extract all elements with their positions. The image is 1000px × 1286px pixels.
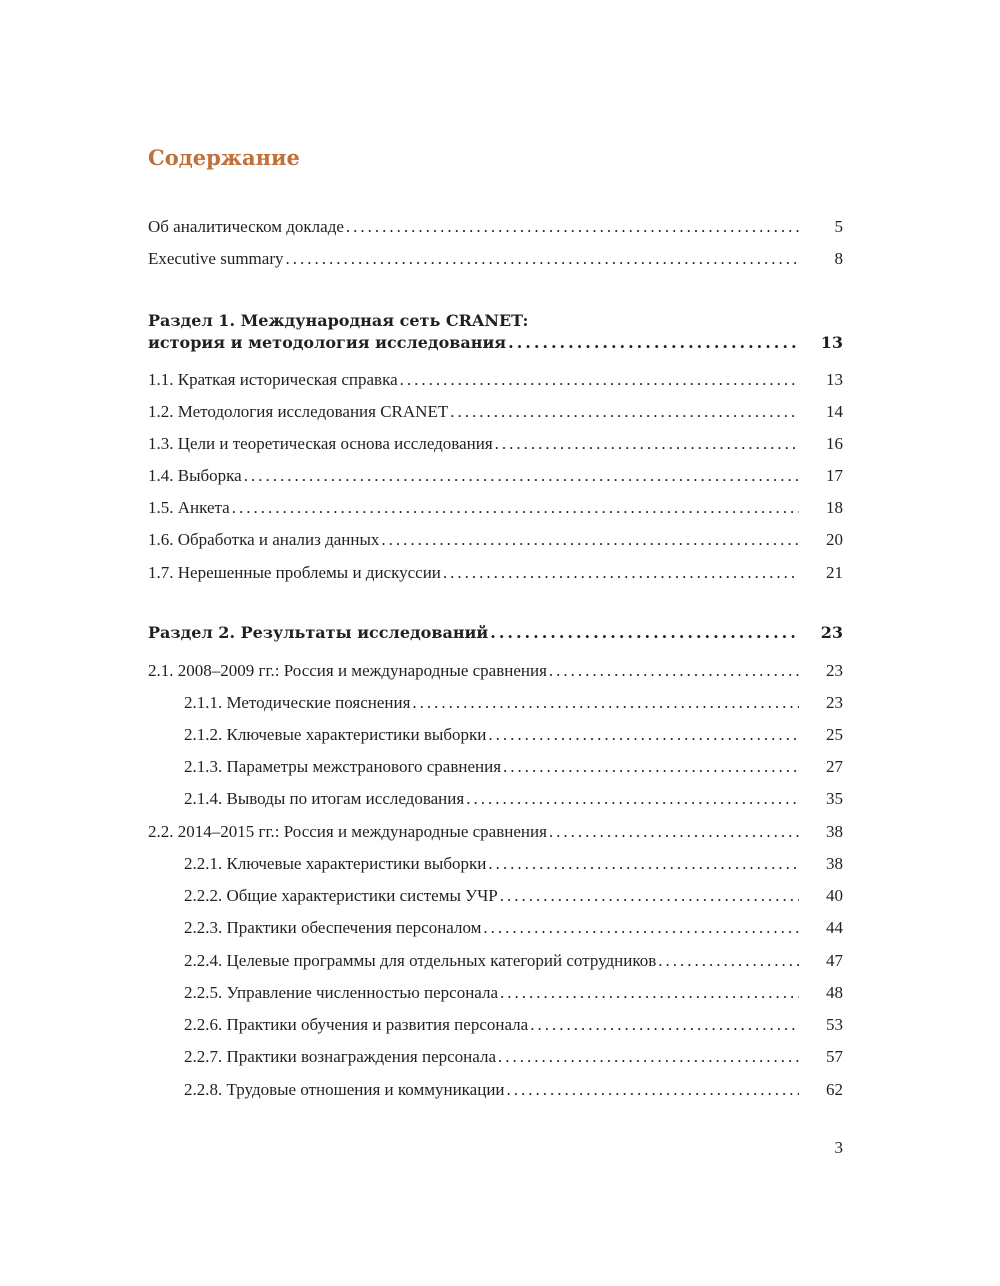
toc-entry-label: 2.2.4. Целевые программы для отдельных категорий сотрудников bbox=[184, 951, 657, 970]
toc-page-number: 47 bbox=[826, 951, 843, 970]
toc-page-number: 13 bbox=[820, 333, 843, 352]
dot-leader bbox=[450, 400, 799, 424]
toc-entry-2-2-5[interactable] bbox=[184, 981, 843, 1005]
dot-leader bbox=[500, 884, 799, 908]
toc-entry-label: 2.2.2. Общие характеристики системы УЧР bbox=[184, 886, 498, 905]
toc-entry-label: 1.2. Методология исследования CRANET bbox=[148, 402, 449, 421]
toc-entry-label: 2.1.2. Ключевые характеристики выборки bbox=[184, 725, 487, 744]
toc-page-number: 14 bbox=[826, 402, 843, 421]
toc-entry-2-2[interactable] bbox=[148, 820, 843, 844]
toc-page-number: 23 bbox=[826, 693, 843, 712]
toc-page-number: 17 bbox=[826, 466, 843, 485]
toc-entry-label: 2.1.3. Параметры межстранового сравнения bbox=[184, 757, 502, 776]
toc-entry-section-1[interactable] bbox=[148, 331, 843, 355]
dot-leader bbox=[658, 949, 799, 973]
dot-leader bbox=[530, 1013, 799, 1037]
toc-page-number: 48 bbox=[826, 983, 843, 1002]
dot-leader bbox=[381, 528, 799, 552]
dot-leader bbox=[495, 432, 799, 456]
toc-entry-label: 2.2.8. Трудовые отношения и коммуникации bbox=[184, 1080, 505, 1099]
toc-entry-2-2-8[interactable] bbox=[184, 1078, 843, 1102]
toc-page-number: 57 bbox=[826, 1047, 843, 1066]
toc-entry-label: 2.2. 2014–2015 гг.: Россия и международные сравнения bbox=[148, 822, 547, 841]
toc-entry-2-1[interactable] bbox=[148, 659, 843, 683]
toc-entry-label: 1.4. Выборка bbox=[148, 466, 242, 485]
toc-entry-label: 2.2.1. Ключевые характеристики выборки bbox=[184, 854, 487, 873]
dot-leader bbox=[412, 691, 799, 715]
dot-leader bbox=[232, 496, 799, 520]
toc-page-number: 23 bbox=[826, 661, 843, 680]
toc-entry-label: 1.3. Цели и теоретическая основа исследования bbox=[148, 434, 493, 453]
toc-entry-label: 2.2.3. Практики обеспечения персоналом bbox=[184, 918, 482, 937]
toc-entry-2-1-2[interactable] bbox=[184, 723, 843, 747]
toc-page-number: 13 bbox=[826, 370, 843, 389]
toc-entry-label: 2.1. 2008–2009 гг.: Россия и международные сравнения bbox=[148, 661, 547, 680]
dot-leader bbox=[483, 916, 799, 940]
toc-entry-section-2[interactable] bbox=[148, 621, 843, 645]
toc-entry-2-2-4[interactable] bbox=[184, 949, 843, 973]
toc-entry-about-report[interactable] bbox=[148, 215, 843, 239]
dot-leader bbox=[507, 1078, 799, 1102]
toc-entry-label: 2.1.1. Методические пояснения bbox=[184, 693, 411, 712]
toc-entry-1-7[interactable] bbox=[148, 561, 843, 585]
toc-entry-2-2-3[interactable] bbox=[184, 916, 843, 940]
toc-page-number: 53 bbox=[826, 1015, 843, 1034]
toc-page-number: 18 bbox=[826, 498, 843, 517]
toc-page-number: 20 bbox=[826, 530, 843, 549]
toc-entry-label: Об аналитическом докладе bbox=[148, 217, 344, 236]
dot-leader bbox=[490, 621, 799, 645]
toc-entry-1-1[interactable] bbox=[148, 368, 843, 392]
section-1-heading-line1[interactable]: Раздел 1. Международная сеть CRANET: bbox=[148, 311, 529, 330]
toc-entry-label: Раздел 2. Результаты исследований bbox=[148, 623, 489, 642]
page-title: Содержание bbox=[148, 145, 300, 170]
toc-entry-2-2-1[interactable] bbox=[184, 852, 843, 876]
toc-entry-label: 2.2.6. Практики обучения и развития персонала bbox=[184, 1015, 529, 1034]
page-number: 3 bbox=[834, 1138, 843, 1157]
toc-entry-label: 2.2.5. Управление численностью персонала bbox=[184, 983, 499, 1002]
dot-leader bbox=[443, 561, 799, 585]
dot-leader bbox=[244, 464, 799, 488]
toc-entry-2-2-6[interactable] bbox=[184, 1013, 843, 1037]
dot-leader bbox=[488, 852, 799, 876]
dot-leader bbox=[488, 723, 799, 747]
toc-page-number: 35 bbox=[826, 789, 843, 808]
toc-entry-2-2-7[interactable] bbox=[184, 1045, 843, 1069]
toc-page-number: 25 bbox=[826, 725, 843, 744]
toc-page-number: 16 bbox=[826, 434, 843, 453]
toc-page-number: 62 bbox=[826, 1080, 843, 1099]
dot-leader bbox=[549, 659, 799, 683]
toc-page-number: 5 bbox=[834, 217, 843, 236]
toc-page-number: 38 bbox=[826, 854, 843, 873]
toc-entry-label: 2.2.7. Практики вознаграждения персонала bbox=[184, 1047, 496, 1066]
toc-entry-label: Executive summary bbox=[148, 249, 284, 268]
dot-leader bbox=[508, 331, 799, 355]
toc-entry-2-1-4[interactable] bbox=[184, 787, 843, 811]
toc-entry-1-4[interactable] bbox=[148, 464, 843, 488]
dot-leader bbox=[503, 755, 799, 779]
toc-entry-label: 1.7. Нерешенные проблемы и дискуссии bbox=[148, 563, 441, 582]
dot-leader bbox=[286, 247, 800, 271]
toc-entry-1-6[interactable] bbox=[148, 528, 843, 552]
toc-entry-2-1-3[interactable] bbox=[184, 755, 843, 779]
toc-entry-2-2-2[interactable] bbox=[184, 884, 843, 908]
toc-entry-1-5[interactable] bbox=[148, 496, 843, 520]
toc-entry-label: 2.1.4. Выводы по итогам исследования bbox=[184, 789, 465, 808]
dot-leader bbox=[549, 820, 799, 844]
dot-leader bbox=[500, 981, 799, 1005]
toc-page-number: 23 bbox=[820, 623, 843, 642]
toc-entry-1-2[interactable] bbox=[148, 400, 843, 424]
toc-page-number: 38 bbox=[826, 822, 843, 841]
dot-leader bbox=[498, 1045, 799, 1069]
toc-entry-1-3[interactable] bbox=[148, 432, 843, 456]
dot-leader bbox=[400, 368, 799, 392]
toc-entry-label: 1.1. Краткая историческая справка bbox=[148, 370, 398, 389]
toc-entry-label: 1.5. Анкета bbox=[148, 498, 230, 517]
toc-page-number: 40 bbox=[826, 886, 843, 905]
dot-leader bbox=[346, 215, 799, 239]
toc-page-number: 21 bbox=[826, 563, 843, 582]
toc-page-number: 8 bbox=[834, 249, 843, 268]
dot-leader bbox=[466, 787, 799, 811]
toc-page-number: 27 bbox=[826, 757, 843, 776]
toc-entry-label: история и методология исследования bbox=[148, 333, 507, 352]
toc-entry-label: 1.6. Обработка и анализ данных bbox=[148, 530, 380, 549]
toc-page-number: 44 bbox=[826, 918, 843, 937]
toc-entry-2-1-1[interactable] bbox=[184, 691, 843, 715]
toc-entry-executive-summary[interactable] bbox=[148, 247, 843, 271]
